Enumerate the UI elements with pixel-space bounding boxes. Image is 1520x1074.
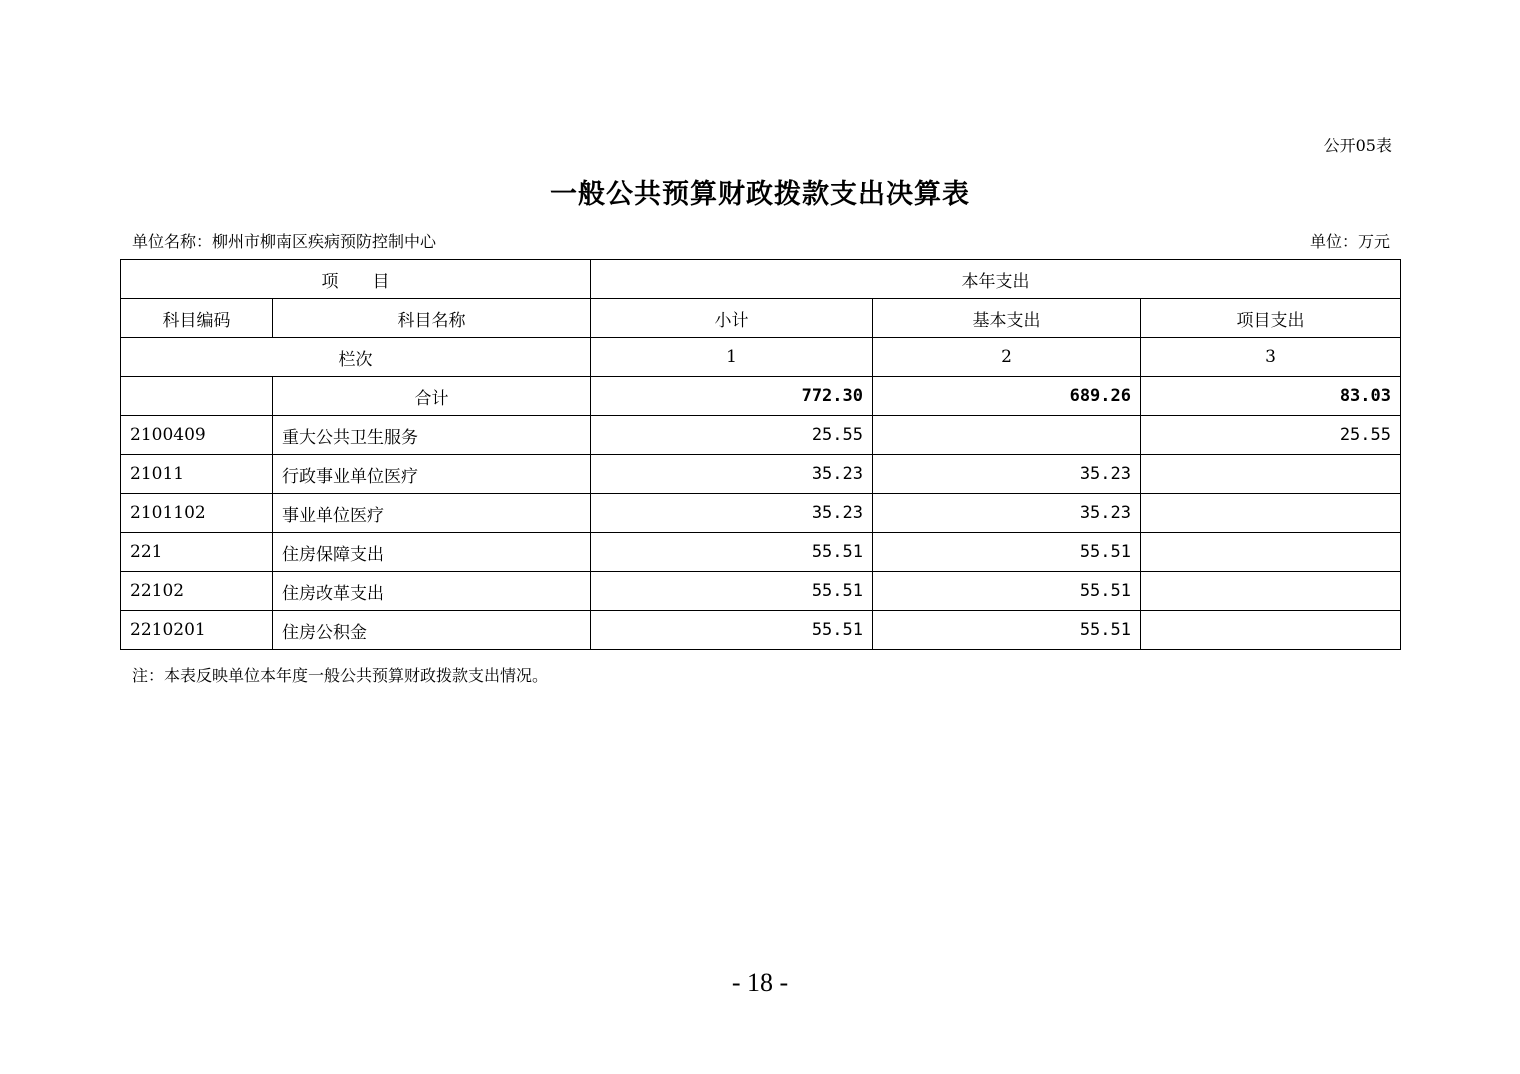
- row-name: 住房保障支出: [273, 533, 591, 572]
- row-basic: 35.23: [873, 494, 1141, 533]
- row-name: 重大公共卫生服务: [273, 416, 591, 455]
- row-code: 2100409: [121, 416, 273, 455]
- index-1: 1: [591, 338, 873, 377]
- total-project: 83.03: [1141, 377, 1401, 416]
- header-subtotal: 小计: [591, 299, 873, 338]
- row-project: 25.55: [1141, 416, 1401, 455]
- row-project: [1141, 494, 1401, 533]
- index-row: [121, 338, 1401, 377]
- row-name: 住房改革支出: [273, 572, 591, 611]
- row-project: [1141, 611, 1401, 650]
- header-current-year: 本年支出: [591, 260, 1401, 299]
- row-subtotal: 55.51: [591, 611, 873, 650]
- page-title: 一般公共预算财政拨款支出决算表: [550, 179, 970, 210]
- row-code: 221: [121, 533, 273, 572]
- header-project-group: 项 目: [121, 260, 591, 299]
- row-basic: 55.51: [873, 572, 1141, 611]
- row-subtotal: 55.51: [591, 572, 873, 611]
- column-header-row: [121, 299, 1401, 338]
- table-row: [121, 611, 1401, 650]
- row-code: 22102: [121, 572, 273, 611]
- index-2: 2: [873, 338, 1141, 377]
- row-basic: 35.23: [873, 455, 1141, 494]
- total-subtotal: 772.30: [591, 377, 873, 416]
- row-code: 21011: [121, 455, 273, 494]
- index-label: 栏次: [121, 338, 591, 377]
- total-row: [121, 377, 1401, 416]
- total-basic: 689.26: [873, 377, 1141, 416]
- row-project: [1141, 533, 1401, 572]
- total-code: [121, 377, 273, 416]
- row-project: [1141, 455, 1401, 494]
- row-name: 事业单位医疗: [273, 494, 591, 533]
- row-name: 行政事业单位医疗: [273, 455, 591, 494]
- page-number: - 18 -: [731, 968, 789, 997]
- row-basic: [873, 416, 1141, 455]
- unit-name: 单位名称：柳州市柳南区疾病预防控制中心: [132, 232, 437, 251]
- row-subtotal: 55.51: [591, 533, 873, 572]
- group-header-row: [121, 260, 1401, 299]
- header-code: 科目编码: [121, 299, 273, 338]
- row-name: 住房公积金: [273, 611, 591, 650]
- table-row: [121, 533, 1401, 572]
- header-project: 项目支出: [1141, 299, 1401, 338]
- row-code: 2101102: [121, 494, 273, 533]
- header-basic: 基本支出: [873, 299, 1141, 338]
- total-label: 合计: [273, 377, 591, 416]
- expenditure-table: [120, 259, 1401, 650]
- currency-unit: 单位：万元: [1309, 232, 1390, 251]
- table-row: [121, 494, 1401, 533]
- row-subtotal: 35.23: [591, 455, 873, 494]
- row-subtotal: 25.55: [591, 416, 873, 455]
- form-code: 公开05表: [1323, 136, 1392, 155]
- row-project: [1141, 572, 1401, 611]
- row-basic: 55.51: [873, 533, 1141, 572]
- row-basic: 55.51: [873, 611, 1141, 650]
- row-code: 2210201: [121, 611, 273, 650]
- table-row: [121, 455, 1401, 494]
- table-row: [121, 416, 1401, 455]
- header-name: 科目名称: [273, 299, 591, 338]
- index-3: 3: [1141, 338, 1401, 377]
- row-subtotal: 35.23: [591, 494, 873, 533]
- table-note: 注：本表反映单位本年度一般公共预算财政拨款支出情况。: [132, 666, 549, 685]
- table-row: [121, 572, 1401, 611]
